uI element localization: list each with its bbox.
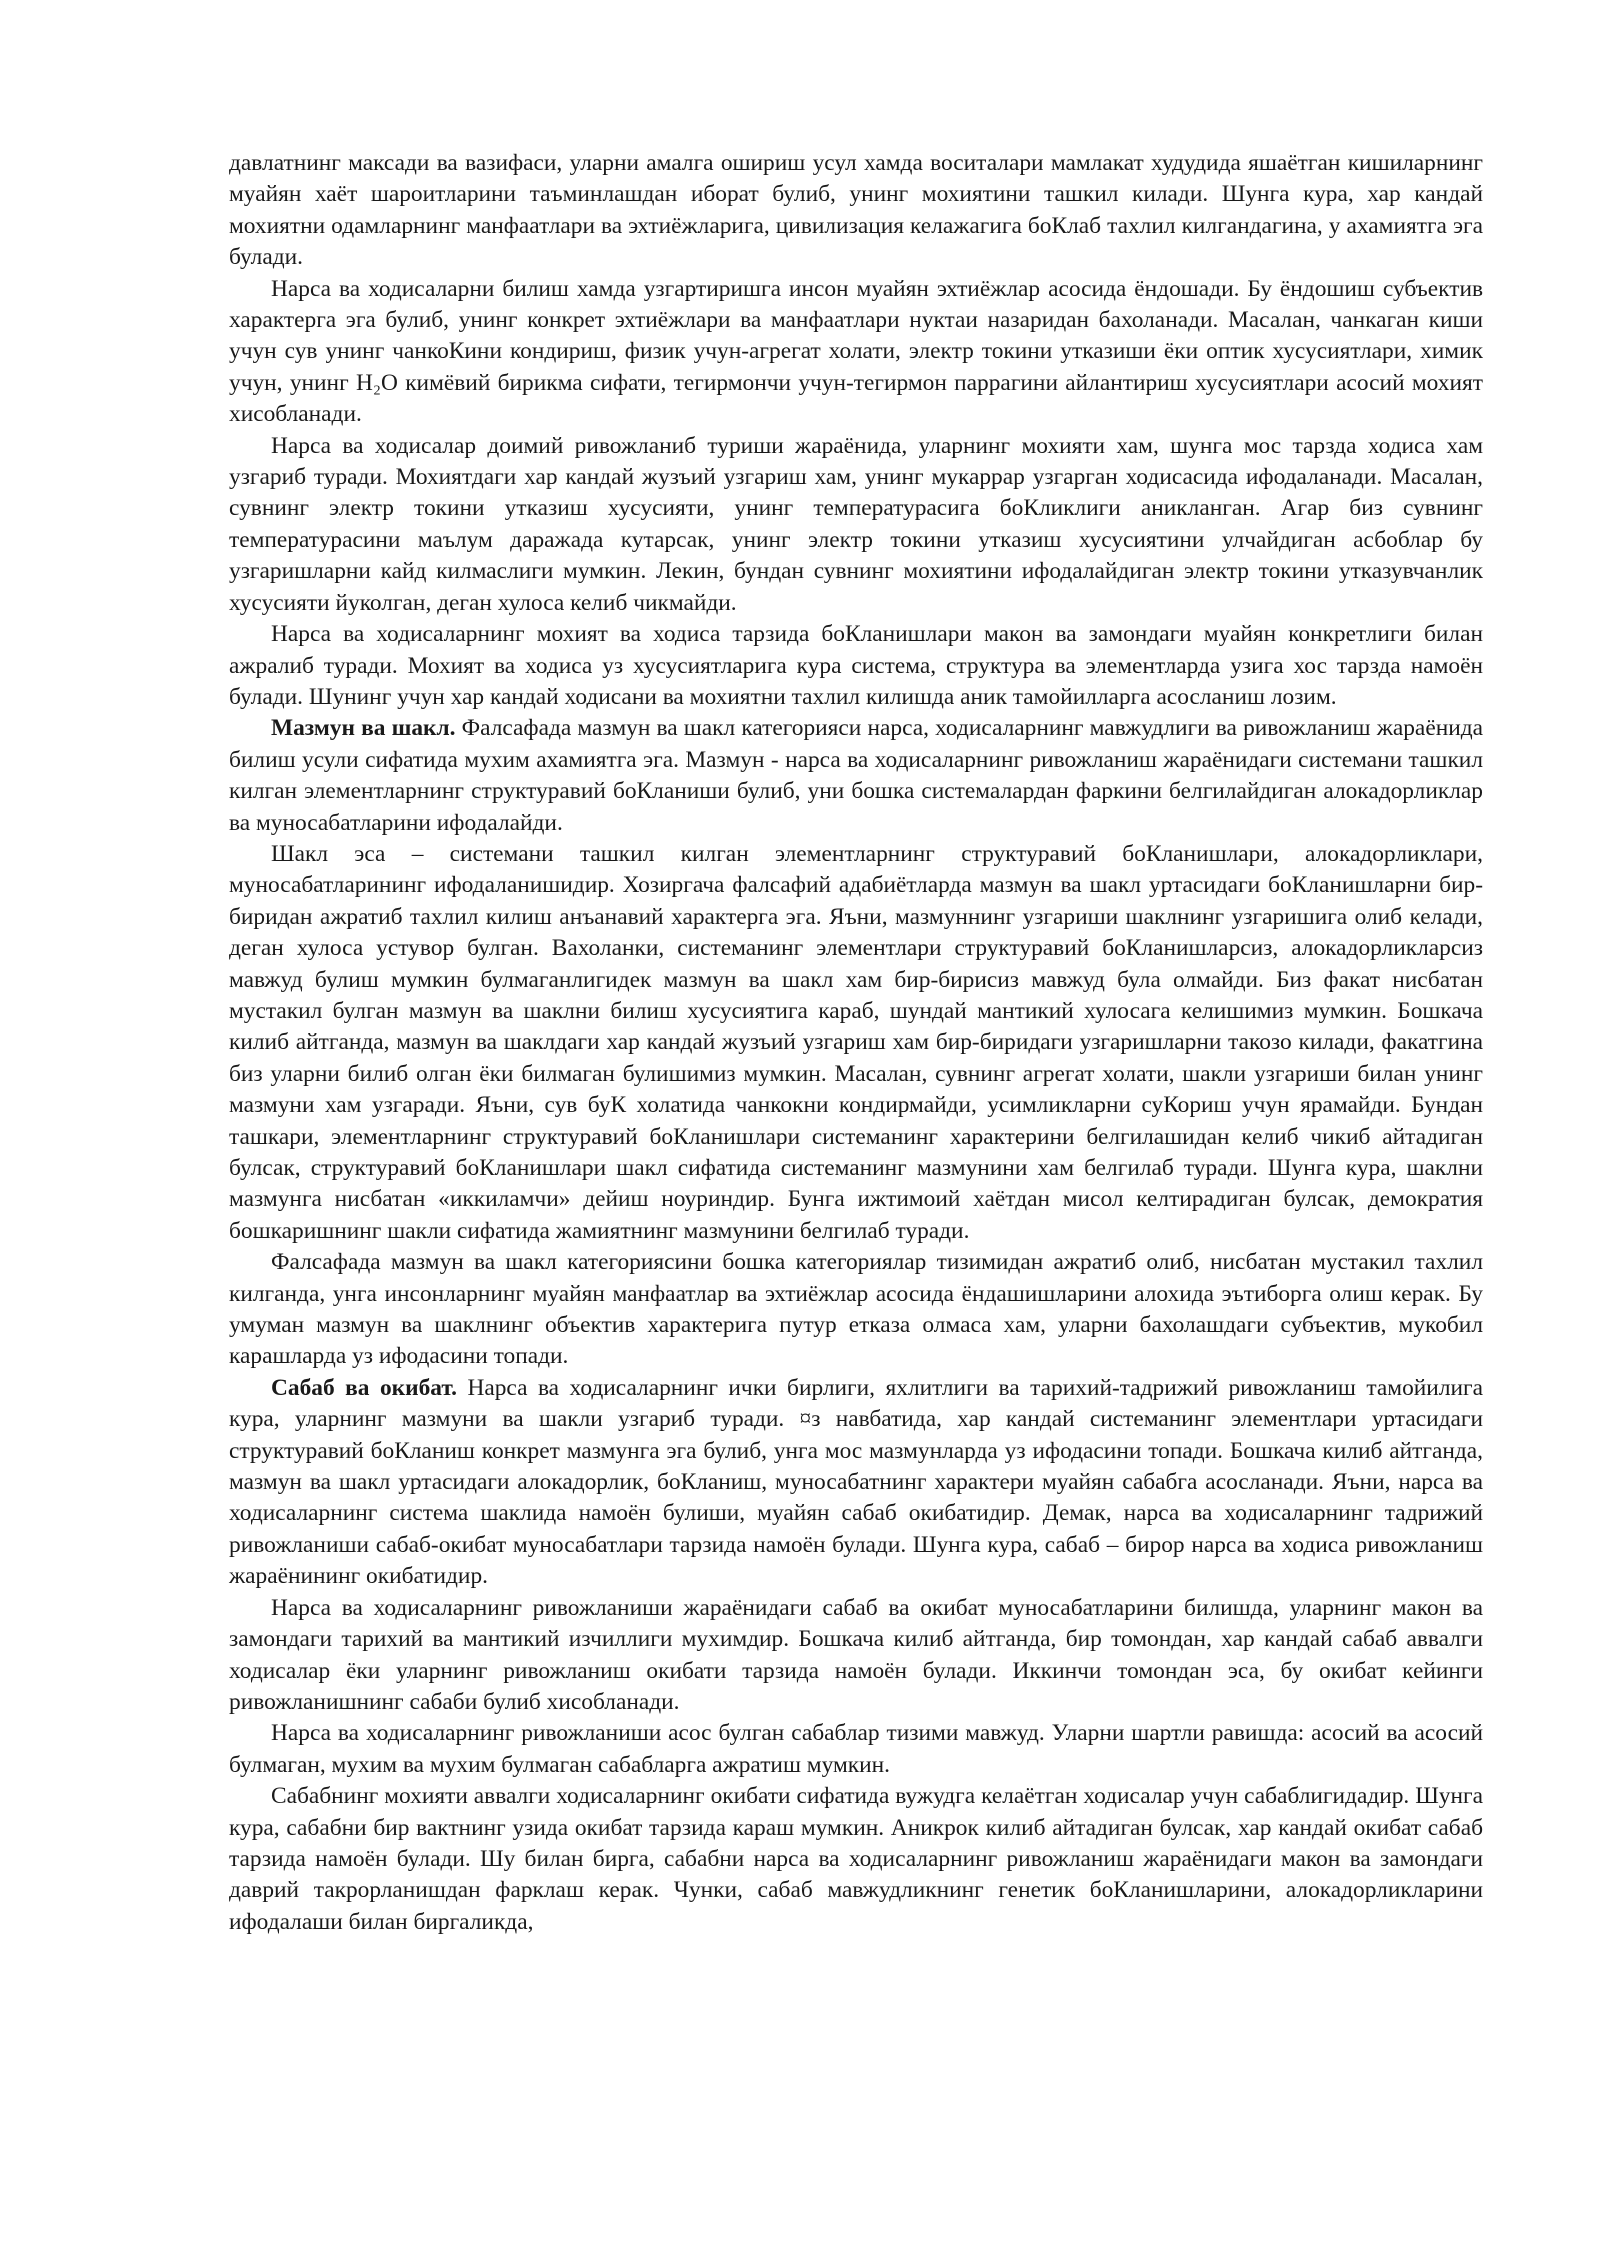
paragraph-7 [229,1247,1483,1373]
paragraph-1-text: давлатнинг максади ва вазифаси, уларни амалга ошириш усул хамда воситалари мамлакат худудида яшаётган кишиларнинг муайян хаёт шароитларини таъминлашдан иборат булиб, унинг мохиятини ташкил килади. Шунга кура, хар кандай мохиятни одамларнинг манфаатлари ва эхтиёжларига, цивилизация келажагига боКлаб тахлил килгандагина, у ахамиятга эга булади. [229,150,1483,271]
paragraph-4-text: Нарса ва ходисаларнинг мохият ва ходиса тарзида боКланишлари макон ва замондаги муайян конкретлиги билан ажралиб туради. Мохият ва ходиса уз хусусиятларига кура система, структура ва элементларда узига хос тарзда намоён булади. Шунинг учун хар кандай ходисани ва мохиятни тахлил килишда аник тамойилларга асосланиш лозим. [229,621,1483,710]
section-heading-content-form: Мазмун ва шакл. [271,715,456,742]
paragraph-5-text: Фалсафада мазмун ва шакл категорияси нарса, ходисаларнинг мавжудлиги ва ривожланиш жараёнида билиш усули сифатида мухим ахамиятга эга. Мазмун - нарса ва ходисаларнинг ривожланиш жараёнидаги системани ташкил килган элементларнинг структуравий боКланиши булиб, уни бошка системалардан фаркини белгилайдиган алокадорликлар ва муносабатларини ифодалайди. [229,715,1484,836]
paragraph-9 [229,1593,1483,1719]
section-heading-cause-effect: Сабаб ва окибат. [271,1374,457,1401]
paragraph-5 [229,713,1483,839]
paragraph-8-text: Нарса ва ходисаларнинг ички бирлиги, яхлитлиги ва тарихий-тадрижий ривожланиш тамойилига кура, уларнинг мазмуни ва шакли узгариб туради. ¤з навбатида, хар кандай системанинг элементлари уртасидаги структуравий боКланиш конкрет мазмунга эга булиб, унга мос мазмунларда уз ифодасини топади. Бошкача килиб айтганда, мазмун ва шакл уртасидаги алокадорлик, боКланиш, муносабатнинг характери муайян сабабга асосланади. Яъни, нарса ва ходисаларнинг система шаклида намоён булиши, муайян сабаб окибатидир. Демак, нарса ва ходисаларнинг тадрижий ривожланиши сабаб-окибат муносабатлари тарзида намоён булади. Шунга кура, сабаб – бирор нарса ва ходиса ривожланиш жараёнининг окибатидир. [229,1374,1483,1590]
paragraph-6 [229,839,1483,1247]
paragraph-3-text: Нарса ва ходисалар доимий ривожланиб туриши жараёнида, уларнинг мохияти хам, шунга мос тарзда ходиса хам узгариб туради. Мохиятдаги хар кандай жузъий узгариш хам, унинг мукаррар узгарган ходисасида ифодаланади. Масалан, сувнинг электр токини утказиш хусусияти, унинг температурасига боКликлиги аникланган. Агар биз сувнинг температурасини маълум даражада кутарсак, унинг электр токини утказиш хусусиятини улчайдиган асбоблар бу узгаришларни кайд килмаслиги мумкин. Лекин, бундан сувнинг мохиятини ифодалайдиган электр токини утказувчанлик хусусияти йуколган, деган хулоса келиб чикмайди. [229,432,1483,616]
paragraph-1 [229,148,1483,274]
paragraph-4 [229,619,1483,713]
document-page [229,148,1483,1938]
paragraph-9-text: Нарса ва ходисаларнинг ривожланиши жараёнидаги сабаб ва окибат муносабатларини билишда, уларнинг макон ва замондаги тарихий ва мантикий изчиллиги мухимдир. Бошкача килиб айтганда, бир томондан, хар кандай сабаб аввалги ходисалар ёки уларнинг ривожланиш окибати тарзида намоён булади. Иккинчи томондан эса, бу окибат кейинги ривожланишнинг сабаби булиб хисобланади. [229,1594,1483,1715]
paragraph-10-text: Нарса ва ходисаларнинг ривожланиши асос булган сабаблар тизими мавжуд. Уларни шартли равишда: асосий ва асосий булмаган, мухим ва мухим булмаган сабабларга ажратиш мумкин. [229,1720,1483,1778]
paragraph-8 [229,1373,1483,1593]
paragraph-11 [229,1781,1483,1938]
paragraph-3 [229,431,1483,619]
paragraph-7-text: Фалсафада мазмун ва шакл категориясини бошка категориялар тизимидан ажратиб олиб, нисбатан мустакил тахлил килганда, унга инсонларнинг муайян манфаатлар ва эхтиёжлар асосида ёндашишларини алохида эътиборга олиш керак. Бу умуман мазмун ва шаклнинг объектив характерига путур етказа олмаса хам, уларни бахолашдаги субъектив, мукобил карашларда уз ифодасини топади. [229,1249,1483,1370]
paragraph-11-text: Сабабнинг мохияти аввалги ходисаларнинг окибати сифатида вужудга келаётган ходисалар учун сабаблигидадир. Шунга кура, сабабни бир вактнинг узида окибат тарзида караш мумкин. Аникрок килиб айтадиган булсак, хар кандай окибат сабаб тарзида намоён булади. Шу билан бирга, сабабни нарса ва ходисаларнинг ривожланиш жараёнидаги макон ва замондаги даврий такрорланишдан фарклаш керак. Чунки, сабаб мавжудликнинг генетик боКланишларини, алокадорликларини ифодалаши билан биргаликда, [229,1783,1483,1935]
paragraph-2-text: Нарса ва ходисаларни билиш хамда узгартиришга инсон муайян эхтиёжлар асосида ёндошади. Бу ёндошиш субъектив характерга эга булиб, унинг конкрет эхтиёжлари ва манфаатлари нуктаи назаридан бахоланади. Масалан, чанкаган киши учун сув унинг чанкоКини кондириш, физик учун-агрегат холати, электр токини утказиши ёки оптик хусусиятлари, химик учун, унинг Н₂О кимёвий бирикма сифати, тегирмончи учун-тегирмон паррагини айлантириш хусусиятлари асосий мохият хисобланади. [229,275,1483,428]
paragraph-6-text: Шакл эса – системани ташкил килган элементларнинг структуравий боКланишлари, алокадорликлари, муносабатларининг ифодаланишидир. Хозиргача фалсафий адабиётларда мазмун ва шакл уртасидаги боКланишларни бир-биридан ажратиб тахлил килиш анъанавий характерга эга. Яъни, мазмуннинг узгариши шаклнинг узгаришига олиб келади, деган хулоса устувор булган. Вахоланки, системанинг элементлари структуравий боКланишларсиз, алокадорликларсиз мавжуд булиш мумкин булмаганлигидек мазмун ва шакл хам бир-бирисиз мавжуд була олмайди. Биз факат нисбатан мустакил булган мазмун ва шаклни билиш хусусиятига караб, шундай мантикий хулосага келишимиз мумкин. Бошкача килиб айтганда, мазмун ва шаклдаги хар кандай жузъий узгариш хам бир-биридаги узгаришларни такозо килади, факатгина биз уларни билиб олган ёки билмаган булишимиз мумкин. Масалан, сувнинг агрегат холати, шакли узгариши билан унинг мазмуни хам узгаради. Яъни, сув буК холатида чанкокни кондирмайди, усимликларни суКориш учун ярамайди. Бундан ташкари, элементларнинг структуравий боКланишлари системанинг характерини белгилашидан келиб чикиб айтадиган булсак, структуравий боКланишлари шакл сифатида системанинг мазмунини хам белгилаб туради. Шунга кура, шаклни мазмунга нисбатан «иккиламчи» дейиш ноуриндир. Бунга ижтимоий хаётдан мисол келтирадиган булсак, демократия бошкаришнинг шакли сифатида жамиятнинг мазмунини белгилаб туради. [229,840,1483,1244]
paragraph-10 [229,1718,1483,1781]
paragraph-2 [229,274,1483,431]
